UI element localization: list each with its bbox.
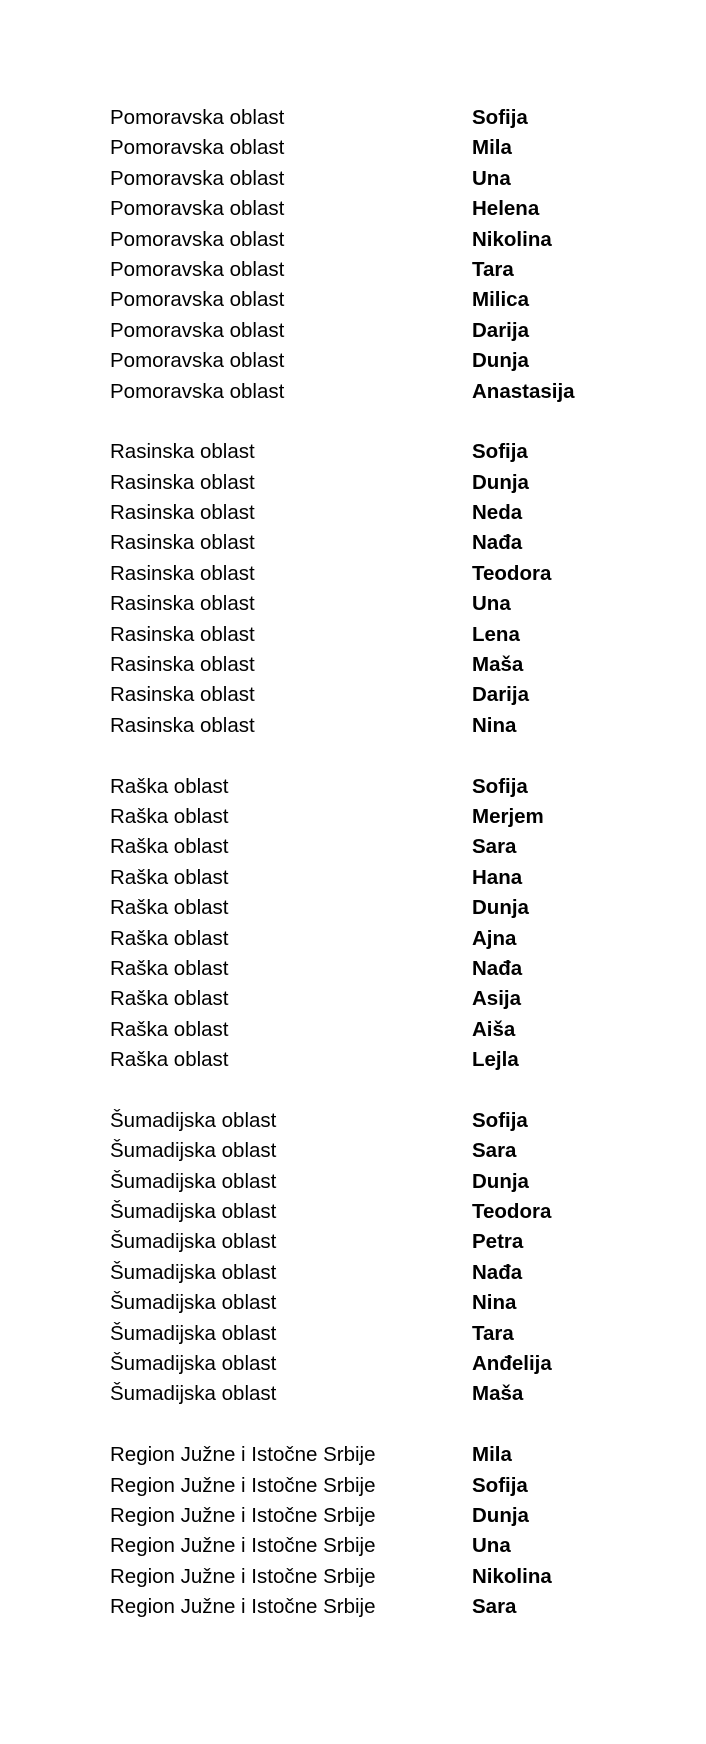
region-label: Pomoravska oblast [110, 257, 285, 281]
region-label: Rasinska oblast [110, 561, 255, 585]
girl-name: Teodora [472, 1200, 552, 1224]
table-row [110, 346, 630, 376]
table-row [110, 802, 630, 832]
table-row [110, 1136, 630, 1166]
region-label: Šumadijska oblast [110, 1260, 277, 1284]
girl-name: Asija [472, 987, 521, 1011]
region-label: Region Južne i Istočne Srbije [110, 1534, 376, 1558]
girl-name: Hana [472, 865, 523, 889]
girl-name: Aiša [472, 1017, 516, 1041]
table-row [110, 1531, 630, 1561]
region-label: Region Južne i Istočne Srbije [110, 1473, 376, 1497]
region-label: Raška oblast [110, 1017, 229, 1041]
region-label: Rasinska oblast [110, 622, 255, 646]
region-label: Šumadijska oblast [110, 1200, 277, 1224]
table-row [110, 863, 630, 893]
table-row [110, 1288, 630, 1318]
girl-name: Nina [472, 1291, 517, 1315]
table-row [110, 528, 630, 558]
region-label: Rasinska oblast [110, 592, 255, 616]
girl-name: Una [472, 1534, 511, 1558]
girl-name: Tara [472, 1321, 514, 1345]
region-label: Region Južne i Istočne Srbije [110, 1595, 376, 1619]
girl-name: Anastasija [472, 379, 575, 403]
table-row [110, 1197, 630, 1227]
girl-name: Nikolina [472, 1564, 552, 1588]
region-label: Šumadijska oblast [110, 1321, 277, 1345]
girl-name: Merjem [472, 804, 544, 828]
region-label: Šumadijska oblast [110, 1382, 277, 1406]
girl-name: Mila [472, 1443, 512, 1467]
region-label: Region Južne i Istočne Srbije [110, 1443, 376, 1467]
girl-name: Dunja [472, 470, 529, 494]
girl-name: Maša [472, 653, 524, 677]
table-row [110, 924, 630, 954]
girl-name: Helena [472, 197, 540, 221]
table-row [110, 1592, 630, 1622]
table-row [110, 893, 630, 923]
table-row [110, 498, 630, 528]
girl-name: Maša [472, 1382, 524, 1406]
region-label: Raška oblast [110, 835, 229, 859]
girl-name: Sofija [472, 1108, 528, 1132]
girl-name: Darija [472, 318, 529, 342]
girl-name: Darija [472, 683, 529, 707]
region-label: Raška oblast [110, 804, 229, 828]
girl-name: Lejla [472, 1048, 519, 1072]
girl-name: Milica [472, 288, 529, 312]
region-label: Raška oblast [110, 865, 229, 889]
girl-name: Lena [472, 622, 520, 646]
table-row [110, 1501, 630, 1531]
girl-name: Nikolina [472, 227, 552, 251]
table-row [110, 133, 630, 163]
table-row [110, 711, 630, 741]
girl-name: Nina [472, 713, 517, 737]
region-group [110, 437, 630, 741]
girl-name: Neda [472, 501, 523, 525]
region-label: Šumadijska oblast [110, 1291, 277, 1315]
region-label: Šumadijska oblast [110, 1352, 277, 1376]
girl-name: Anđelija [472, 1352, 552, 1376]
girl-name: Nađa [472, 956, 523, 980]
region-label: Pomoravska oblast [110, 318, 285, 342]
region-label: Rasinska oblast [110, 440, 255, 464]
table-row [110, 1349, 630, 1379]
region-label: Raška oblast [110, 896, 229, 920]
table-row [110, 620, 630, 650]
region-label: Rasinska oblast [110, 653, 255, 677]
table-row [110, 559, 630, 589]
region-label: Rasinska oblast [110, 470, 255, 494]
girl-name: Nađa [472, 1260, 523, 1284]
table-row [110, 1106, 630, 1136]
region-label: Pomoravska oblast [110, 136, 285, 160]
table-row [110, 1258, 630, 1288]
region-label: Raška oblast [110, 956, 229, 980]
table-row [110, 1227, 630, 1257]
region-label: Šumadijska oblast [110, 1108, 277, 1132]
girl-name: Nađa [472, 531, 523, 555]
region-label: Raška oblast [110, 1048, 229, 1072]
region-label: Rasinska oblast [110, 531, 255, 555]
region-label: Šumadijska oblast [110, 1230, 277, 1254]
table-row [110, 437, 630, 467]
girl-name: Petra [472, 1230, 524, 1254]
region-group [110, 1440, 630, 1622]
region-group [110, 103, 630, 407]
girl-name: Sara [472, 1139, 517, 1163]
region-label: Pomoravska oblast [110, 379, 285, 403]
region-label: Region Južne i Istočne Srbije [110, 1503, 376, 1527]
region-label: Rasinska oblast [110, 713, 255, 737]
region-label: Rasinska oblast [110, 501, 255, 525]
girl-name: Una [472, 166, 511, 190]
table-row [110, 772, 630, 802]
region-label: Raška oblast [110, 987, 229, 1011]
table-row [110, 468, 630, 498]
table-row [110, 1045, 630, 1075]
girl-name: Dunja [472, 1169, 529, 1193]
table-row [110, 1015, 630, 1045]
region-label: Rasinska oblast [110, 683, 255, 707]
girl-name: Sofija [472, 106, 528, 129]
table-row [110, 832, 630, 862]
girl-name: Tara [472, 257, 514, 281]
region-group [110, 1106, 630, 1410]
table-row [110, 954, 630, 984]
table-row [110, 103, 630, 133]
table-row [110, 589, 630, 619]
table-row [110, 680, 630, 710]
girl-name: Dunja [472, 349, 529, 373]
table-row [110, 984, 630, 1014]
table-row [110, 1379, 630, 1409]
document-page [110, 103, 630, 1653]
girl-name: Sara [472, 835, 517, 859]
table-row [110, 377, 630, 407]
girl-name: Sofija [472, 774, 528, 798]
region-label: Šumadijska oblast [110, 1139, 277, 1163]
girl-name: Sofija [472, 1473, 528, 1497]
region-label: Pomoravska oblast [110, 106, 285, 129]
girl-name: Sofija [472, 440, 528, 464]
region-label: Pomoravska oblast [110, 288, 285, 312]
region-label: Pomoravska oblast [110, 227, 285, 251]
region-label: Raška oblast [110, 774, 229, 798]
table-row [110, 650, 630, 680]
table-row [110, 1167, 630, 1197]
girl-name: Teodora [472, 561, 552, 585]
girl-name: Dunja [472, 1503, 529, 1527]
girl-name: Una [472, 592, 511, 616]
region-label: Pomoravska oblast [110, 166, 285, 190]
region-label: Šumadijska oblast [110, 1169, 277, 1193]
table-row [110, 1562, 630, 1592]
table-row [110, 194, 630, 224]
table-row [110, 225, 630, 255]
table-row [110, 1471, 630, 1501]
region-group [110, 772, 630, 1076]
girl-name: Dunja [472, 896, 529, 920]
region-label: Region Južne i Istočne Srbije [110, 1564, 376, 1588]
region-label: Raška oblast [110, 926, 229, 950]
table-row [110, 255, 630, 285]
table-row [110, 1319, 630, 1349]
girl-name: Sara [472, 1595, 517, 1619]
region-label: Pomoravska oblast [110, 349, 285, 373]
table-row [110, 1440, 630, 1470]
table-row [110, 285, 630, 315]
region-label: Pomoravska oblast [110, 197, 285, 221]
table-row [110, 164, 630, 194]
table-row [110, 316, 630, 346]
girl-name: Ajna [472, 926, 517, 950]
girl-name: Mila [472, 136, 512, 160]
